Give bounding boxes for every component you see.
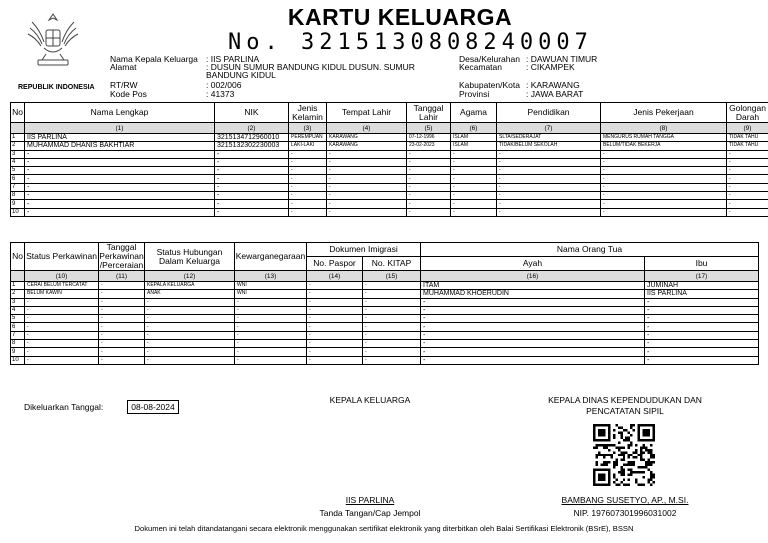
col-number: (2) — [215, 123, 289, 134]
table-cell: - — [289, 208, 327, 216]
table-cell: - — [25, 348, 99, 356]
table-cell: - — [235, 356, 307, 364]
row-number: 9 — [11, 200, 25, 208]
table-cell: - — [363, 306, 421, 314]
header-right-label: Kabupaten/Kota — [459, 80, 520, 90]
kepala-dinas-title-2: PENCATATAN SIPIL — [586, 406, 664, 416]
col-header: Kewarganegaraan — [235, 243, 307, 271]
table-cell: ISLAM — [451, 134, 497, 142]
col-number: (9) — [727, 123, 768, 134]
table-cell: - — [451, 158, 497, 166]
header-left-value: : 002/006 — [206, 80, 242, 90]
table-cell: - — [327, 175, 407, 183]
table-cell: - — [235, 340, 307, 348]
col-header: Jenis Pekerjaan — [601, 103, 727, 123]
table-cell: ANAK — [145, 290, 235, 298]
table-cell: SLTA/SEDERAJAT — [497, 134, 601, 142]
table-cell: - — [307, 298, 363, 306]
table-row — [11, 315, 759, 323]
table-row — [11, 298, 759, 306]
table-cell: - — [407, 183, 451, 191]
table-cell: - — [601, 183, 727, 191]
table-cell: - — [145, 323, 235, 331]
table-cell: - — [601, 192, 727, 200]
table-cell: - — [363, 323, 421, 331]
table-cell: - — [407, 192, 451, 200]
table-cell: - — [25, 183, 215, 191]
table-cell: - — [235, 331, 307, 339]
table-cell: - — [727, 150, 768, 158]
table-cell: - — [363, 331, 421, 339]
table-cell: - — [363, 348, 421, 356]
table-cell: - — [145, 331, 235, 339]
col-header: Status Hubungan Dalam Keluarga — [145, 243, 235, 271]
table-cell: IIS PARLINA — [645, 290, 759, 298]
family-members-table — [10, 102, 768, 217]
header-left-value: : DUSUN SUMUR BANDUNG KIDUL DUSUN. SUMUR — [206, 62, 415, 72]
row-number: 9 — [11, 348, 25, 356]
table-cell: - — [25, 175, 215, 183]
col-header: Tanggal Perkawinan /Perceraian — [99, 242, 144, 270]
table-cell: - — [645, 340, 759, 348]
table-cell: - — [99, 290, 145, 298]
table-cell: - — [327, 183, 407, 191]
table-cell: - — [215, 167, 289, 175]
col-number: (4) — [327, 123, 407, 134]
table-cell: - — [99, 282, 145, 290]
table-cell: - — [145, 356, 235, 364]
row-number: 7 — [11, 183, 25, 191]
table-cell: - — [307, 331, 363, 339]
table-cell: - — [327, 167, 407, 175]
table-cell: - — [215, 208, 289, 216]
table-cell: - — [363, 290, 421, 298]
table-row — [11, 323, 759, 331]
row-number: 5 — [11, 167, 25, 175]
kk-number: No. 3215130808240007 — [228, 30, 593, 55]
table-cell: - — [407, 158, 451, 166]
table-cell: TIDAK/BELUM SEKOLAH — [497, 142, 601, 150]
col-number — [11, 271, 25, 282]
col-number: (17) — [645, 271, 759, 282]
col-number: (3) — [289, 123, 327, 134]
table-cell: - — [601, 208, 727, 216]
table-cell: - — [451, 167, 497, 175]
table-cell: - — [497, 208, 601, 216]
col-number: (5) — [407, 123, 451, 134]
col-header: Agama — [451, 103, 497, 123]
table-cell: - — [307, 356, 363, 364]
col-number: (14) — [307, 271, 363, 282]
table-cell: - — [215, 150, 289, 158]
table-cell: - — [327, 192, 407, 200]
row-number: 6 — [11, 323, 25, 331]
col-header: Jenis Kelamin — [289, 103, 327, 123]
table-cell: - — [235, 323, 307, 331]
table-cell: PEREMPUAN — [289, 134, 327, 142]
header-right-label: Desa/Kelurahan — [459, 54, 520, 64]
row-number: 7 — [11, 331, 25, 339]
table-cell: - — [601, 167, 727, 175]
official-nip: NIP. 197607301996031002 — [573, 508, 677, 518]
table-cell: - — [25, 150, 215, 158]
table-cell: KARAWANG — [327, 142, 407, 150]
table-cell: - — [451, 208, 497, 216]
col-number: (16) — [421, 271, 645, 282]
issued-date: 08-08-2024 — [127, 400, 179, 414]
row-number: 3 — [11, 298, 25, 306]
table-cell: - — [407, 200, 451, 208]
table-cell: - — [307, 323, 363, 331]
table-cell: - — [363, 282, 421, 290]
table-cell: - — [307, 340, 363, 348]
table-row — [11, 150, 768, 158]
col-number: (13) — [235, 271, 307, 282]
col-number: (11) — [99, 271, 145, 282]
table-cell: - — [145, 348, 235, 356]
col-header: Golongan Darah — [727, 103, 768, 123]
table-cell: - — [645, 348, 759, 356]
table-cell: BELUM/TIDAK BEKERJA — [601, 142, 727, 150]
header-left-value: BANDUNG KIDUL — [206, 70, 276, 80]
col-number: (8) — [601, 123, 727, 134]
table-cell: - — [235, 298, 307, 306]
table-cell: - — [601, 200, 727, 208]
table-cell: - — [421, 298, 645, 306]
table-cell: CERAI BELUM TERCATAT — [25, 282, 99, 290]
table-cell: - — [363, 298, 421, 306]
col-header: No. KITAP — [363, 257, 421, 271]
table-cell: 07-12-1996 — [407, 134, 451, 142]
col-number: (7) — [497, 123, 601, 134]
kepala-keluarga-name: IIS PARLINA — [345, 495, 395, 505]
table-cell: - — [289, 200, 327, 208]
table-cell: - — [363, 340, 421, 348]
table-cell: - — [421, 356, 645, 364]
row-number: 2 — [11, 290, 25, 298]
table-cell: WNI — [235, 282, 307, 290]
row-number: 4 — [11, 306, 25, 314]
table-cell: - — [497, 167, 601, 175]
table-cell: - — [25, 306, 99, 314]
table-row — [11, 290, 759, 298]
col-header: No — [11, 103, 25, 123]
table-cell: BELUM KAWIN — [25, 290, 99, 298]
kepala-keluarga-label: KEPALA KELUARGA — [329, 395, 411, 405]
table-cell: - — [497, 175, 601, 183]
table-cell: - — [289, 167, 327, 175]
qr-code-icon — [593, 424, 655, 486]
col-number: (6) — [451, 123, 497, 134]
header-right-value: : CIKAMPEK — [526, 62, 575, 72]
row-number: 3 — [11, 150, 25, 158]
table-cell: - — [25, 356, 99, 364]
col-header: Ibu — [645, 257, 759, 271]
row-number: 8 — [11, 192, 25, 200]
table-cell: - — [497, 183, 601, 191]
garuda-emblem-icon — [22, 8, 84, 70]
table-cell: - — [727, 200, 768, 208]
row-number: 1 — [11, 282, 25, 290]
table-row — [11, 348, 759, 356]
table-cell: - — [25, 315, 99, 323]
row-number: 8 — [11, 340, 25, 348]
table-cell: WNI — [235, 290, 307, 298]
col-header: No. Paspor — [307, 257, 363, 271]
header-right-value: : DAWUAN TIMUR — [526, 54, 598, 64]
table-cell: - — [421, 331, 645, 339]
col-header: No — [11, 243, 25, 271]
table-row — [11, 183, 768, 191]
col-number: (10) — [25, 271, 99, 282]
table-cell: - — [99, 315, 145, 323]
table-cell: - — [727, 192, 768, 200]
kepala-dinas-title-1: KEPALA DINAS KEPENDUDUKAN DAN — [548, 395, 702, 405]
table-cell: - — [601, 175, 727, 183]
table-cell: - — [421, 340, 645, 348]
col-number: (12) — [145, 271, 235, 282]
table-cell: - — [497, 158, 601, 166]
table-cell: - — [99, 348, 145, 356]
official-name: BAMBANG SUSETYO, AP., M.SI. — [561, 495, 689, 505]
table-cell: - — [145, 306, 235, 314]
col-number: (1) — [25, 123, 215, 134]
table-cell: - — [727, 208, 768, 216]
table-cell: - — [327, 150, 407, 158]
table-row — [11, 208, 768, 216]
table-cell: - — [307, 306, 363, 314]
table-cell: - — [363, 315, 421, 323]
table-cell: - — [497, 150, 601, 158]
table-row — [11, 134, 768, 142]
table-row — [11, 167, 768, 175]
header-left-label: Kode Pos — [110, 89, 147, 99]
table-cell: MENGURUS RUMAH TANGGA — [601, 134, 727, 142]
signature-label: Tanda Tangan/Cap Jempol — [319, 508, 421, 518]
table-row — [11, 356, 759, 364]
header-right-value: : KARAWANG — [526, 80, 580, 90]
table-cell: - — [215, 183, 289, 191]
table-cell: - — [145, 298, 235, 306]
table-row — [11, 192, 768, 200]
table-cell: MUHAMMAD KHOERUDIN — [421, 290, 645, 298]
table-cell: - — [25, 331, 99, 339]
row-number: 6 — [11, 175, 25, 183]
table-row — [11, 331, 759, 339]
table-row — [11, 306, 759, 314]
table-cell: - — [451, 150, 497, 158]
col-number: (15) — [363, 271, 421, 282]
header-left-value: : IIS PARLINA — [206, 54, 260, 64]
table-cell: - — [727, 175, 768, 183]
issued-label: Dikeluarkan Tanggal: — [24, 402, 104, 412]
disclaimer: Dokumen ini telah ditandatangani secara elektronik menggunakan sertifikat elektronik yang diterbitkan oleh Balai Sertifikasi Elektronik (BSrE), BSSN — [134, 524, 634, 533]
table-cell: - — [235, 315, 307, 323]
table-cell: - — [289, 183, 327, 191]
table-cell: IIS PARLINA — [25, 134, 215, 142]
header-left-value: : 41373 — [206, 89, 235, 99]
table-cell: - — [645, 298, 759, 306]
table-cell: - — [99, 306, 145, 314]
table-cell: - — [145, 315, 235, 323]
table-cell: - — [421, 306, 645, 314]
col-header: Dokumen Imigrasi — [307, 243, 421, 257]
col-header: Tanggal Lahir — [407, 103, 451, 123]
table-cell: - — [601, 150, 727, 158]
table-cell: - — [25, 200, 215, 208]
header-left-label: Nama Kepala Keluarga — [110, 54, 198, 64]
table-cell: - — [327, 200, 407, 208]
table-cell: JUMINAH — [645, 282, 759, 290]
table-cell: KEPALA KELUARGA — [145, 282, 235, 290]
table-cell: - — [215, 192, 289, 200]
table-cell: - — [307, 315, 363, 323]
table-cell: - — [497, 200, 601, 208]
table-cell: MUHAMMAD DHANIS BAKHTIAR — [25, 142, 215, 150]
table-cell: - — [407, 208, 451, 216]
col-header: Tempat Lahir — [327, 103, 407, 123]
table-cell: - — [99, 340, 145, 348]
row-number: 5 — [11, 315, 25, 323]
table-cell: ISLAM — [451, 142, 497, 150]
table-cell: LAKI-LAKI — [289, 142, 327, 150]
table-cell: - — [289, 192, 327, 200]
table-cell: - — [645, 306, 759, 314]
table-cell: TIDAK TAHU — [727, 134, 768, 142]
table-row — [11, 282, 759, 290]
table-cell: - — [25, 340, 99, 348]
table-cell: 3215132302230003 — [215, 142, 289, 150]
table-cell: 23-02-2023 — [407, 142, 451, 150]
row-number: 10 — [11, 208, 25, 216]
table-cell: - — [421, 323, 645, 331]
table-cell: - — [307, 348, 363, 356]
table-cell: TIDAK TAHU — [727, 142, 768, 150]
table-cell: - — [727, 158, 768, 166]
table-cell: - — [235, 306, 307, 314]
table-cell: - — [25, 323, 99, 331]
table-cell: - — [407, 150, 451, 158]
table-cell: - — [25, 158, 215, 166]
table-cell: - — [407, 167, 451, 175]
header-right-value: : JAWA BARAT — [526, 89, 584, 99]
table-cell: KARAWANG — [327, 134, 407, 142]
table-cell: - — [145, 340, 235, 348]
table-cell: - — [645, 323, 759, 331]
table-cell: - — [451, 183, 497, 191]
table-cell: - — [25, 208, 215, 216]
table-cell: - — [497, 192, 601, 200]
table-cell: - — [25, 167, 215, 175]
table-row — [11, 340, 759, 348]
table-cell: - — [215, 175, 289, 183]
col-header: Nama Orang Tua — [421, 243, 759, 257]
header-left-label: RT/RW — [110, 80, 138, 90]
table-cell: - — [235, 348, 307, 356]
table-cell: - — [99, 356, 145, 364]
table-row — [11, 158, 768, 166]
table-cell: - — [289, 150, 327, 158]
col-header: Nama Lengkap — [25, 103, 215, 123]
family-status-table — [10, 242, 759, 365]
table-cell: ITAM — [421, 282, 645, 290]
table-row — [11, 200, 768, 208]
republic-label: REPUBLIK INDONESIA — [18, 84, 95, 91]
table-cell: - — [727, 183, 768, 191]
table-cell: - — [601, 158, 727, 166]
table-cell: 3215134712960010 — [215, 134, 289, 142]
table-cell: - — [451, 192, 497, 200]
table-cell: - — [645, 356, 759, 364]
table-cell: - — [421, 315, 645, 323]
table-cell: - — [25, 298, 99, 306]
table-cell: - — [307, 290, 363, 298]
row-number: 1 — [11, 134, 25, 142]
table-cell: - — [99, 323, 145, 331]
header-right-label: Provinsi — [459, 89, 490, 99]
table-cell: - — [289, 175, 327, 183]
table-cell: - — [451, 200, 497, 208]
table-cell: - — [421, 348, 645, 356]
row-number: 10 — [11, 356, 25, 364]
col-header: Status Perkawinan — [25, 243, 99, 271]
col-header: NIK — [215, 103, 289, 123]
header-right-label: Kecamatan — [459, 62, 502, 72]
table-cell: - — [645, 331, 759, 339]
col-header: Ayah — [421, 257, 645, 271]
table-cell: - — [645, 315, 759, 323]
table-row — [11, 142, 768, 150]
row-number: 2 — [11, 142, 25, 150]
table-cell: - — [289, 158, 327, 166]
table-cell: - — [215, 158, 289, 166]
table-cell: - — [307, 282, 363, 290]
table-cell: - — [327, 208, 407, 216]
table-cell: - — [215, 200, 289, 208]
table-row — [11, 175, 768, 183]
table-cell: - — [363, 356, 421, 364]
table-cell: - — [25, 192, 215, 200]
table-cell: - — [99, 298, 145, 306]
table-cell: - — [727, 167, 768, 175]
col-number — [11, 123, 25, 134]
table-cell: - — [99, 331, 145, 339]
document-title: KARTU KELUARGA — [287, 4, 513, 30]
header-left-label: Alamat — [110, 62, 137, 72]
table-cell: - — [327, 158, 407, 166]
table-cell: - — [451, 175, 497, 183]
row-number: 4 — [11, 158, 25, 166]
col-header: Pendidikan — [497, 103, 601, 123]
table-cell: - — [407, 175, 451, 183]
